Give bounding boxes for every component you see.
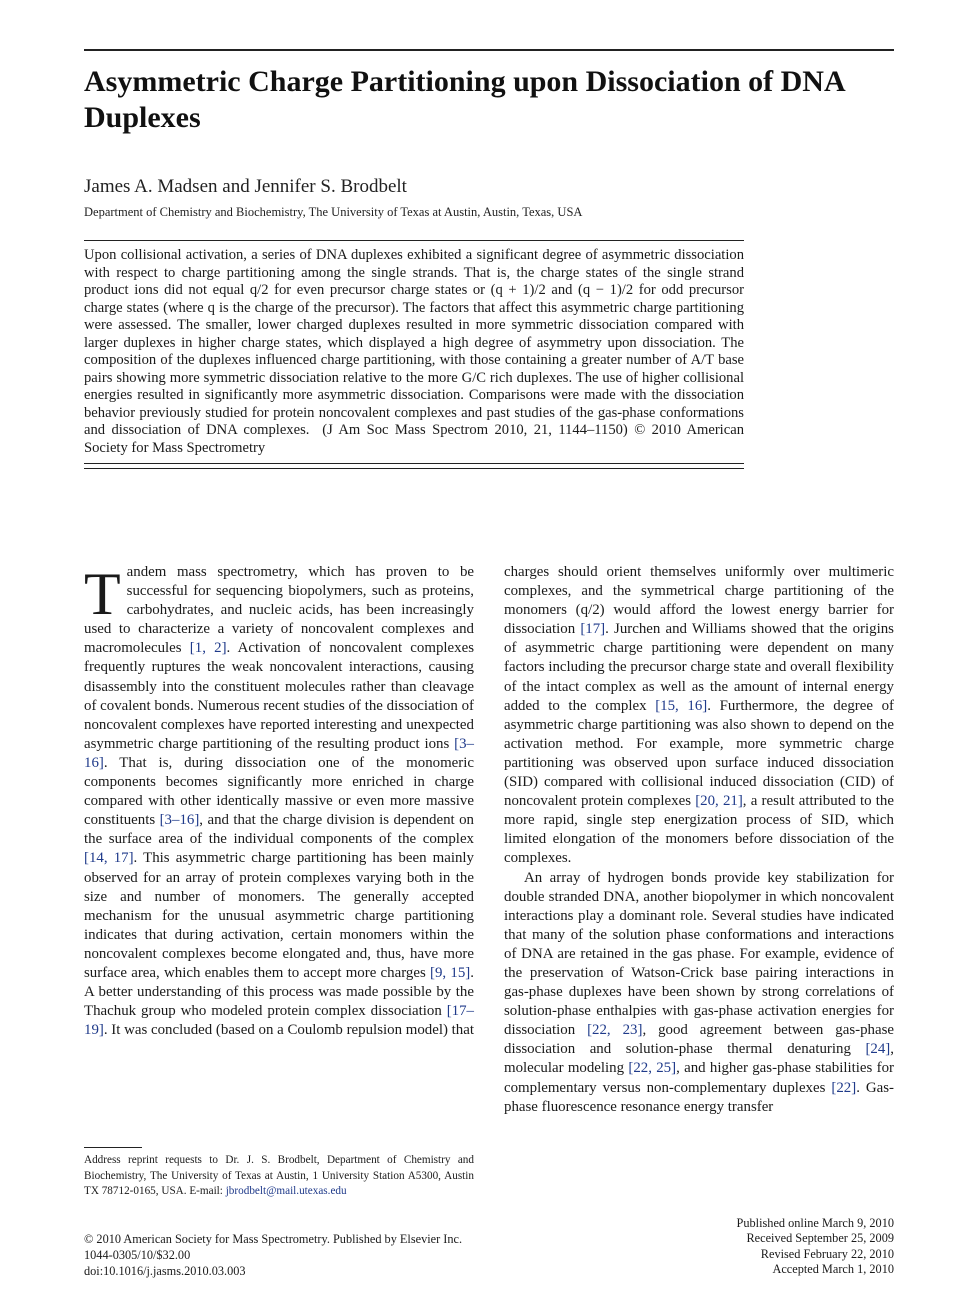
text-span: charges should orient themselves uniformly over multimeric complexes, and the symmetrical charge partitioning of the monomers (q/2) would afford the lowest energy barrier for dissociation xyxy=(504,564,894,638)
drop-cap: T xyxy=(84,561,121,627)
copyright-line: © 2010 American Society for Mass Spectrometry. Published by Elsevier Inc. xyxy=(84,1232,463,1246)
text-span: , molecular modeling xyxy=(504,1041,894,1077)
footnote xyxy=(84,1153,474,1200)
citation-link[interactable]: [3–16] xyxy=(159,812,200,829)
citation-link[interactable]: [22, 23] xyxy=(587,1022,643,1039)
citation-link[interactable]: [17–19] xyxy=(84,1003,474,1039)
left-column xyxy=(84,563,474,1040)
citation: (J Am Soc Mass Spectrom 2010, 21, 1144–1150) © 2010 American Society for Mass Spectrometry xyxy=(84,422,744,456)
paragraph-2 xyxy=(504,869,894,1117)
article-dates xyxy=(737,1216,894,1277)
text-span: andem mass spectrometry, which has proven to be successful for sequencing biopolymers, such as proteins, carbohydrates, and nucleic acids, has been increasingly used to characterize a variety of noncovalent complexes and macromolecules xyxy=(84,564,474,657)
citation-link[interactable]: [15, 16] xyxy=(655,697,708,714)
citation-link[interactable]: [3–16] xyxy=(84,735,474,771)
intro-paragraph xyxy=(84,563,474,1040)
text-span: . This asymmetric charge partitioning has been mainly observed for an array of protein complexes varying both in the size and number of monomers. The generally accepted mechanism for the unusual asymmetric charge partitioning indicates that during activation, certain monomers within the noncovalent complexes become elongated and, thus, have more surface area, which enables them to accept more charges xyxy=(84,850,474,981)
publisher-info xyxy=(84,1231,462,1279)
text-span: , and that the charge division is dependent on the surface area of the individual components of the complex xyxy=(84,812,474,848)
citation-link[interactable]: [14, 17] xyxy=(84,850,134,867)
right-column xyxy=(504,563,894,1117)
footnote-text: Address reprint requests to Dr. J. S. Brodbelt, Department of Chemistry and Biochemistry, The University of Texas at Austin, 1 University Station A5300, Austin TX 78712-0165, USA. E-mail: xyxy=(84,1154,474,1197)
abstract-bottom-rule-2 xyxy=(84,468,744,469)
abstract-body: Upon collisional activation, a series of DNA duplexes exhibited a significant degree of asymmetric dissociation with respect to charge partitioning among the single strands. That is, the charge states of the single strand product ions did not equal q/2 for even precursor charge states or (q + 1)/2 and (q − 1)/2 for odd precursor charge states (where q is the charge of the precursor). The factors that affect this asymmetric charge partitioning were assessed. The smaller, lower charged duplexes resulted in more symmetric dissociation compared with larger duplexes in higher charge states, which displayed a high degree of asymmetry upon dissociation. The composition of the duplexes influenced charge partitioning, with those containing a greater number of A/T base pairs showing more symmetric dissociation relative to the more G/C rich duplexes. The use of higher collisional energies resulted in significantly more asymmetric dissociation. Comparisons were made with the dissociation behavior previously studied for protein noncovalent complexes and past studies of the gas-phase conformations and dissociation of DNA complexes. xyxy=(84,247,744,438)
citation-link[interactable]: [22] xyxy=(831,1079,857,1096)
page-title: Asymmetric Charge Partitioning upon Dissociation of DNA Duplexes xyxy=(84,65,844,134)
text-span: . Jurchen and Williams showed that the origins of asymmetric charge partitioning were dependent on many factors including the precursor charge state and overall flexibility of the intact complex as well as the amount of internal energy added to the complex xyxy=(504,621,894,714)
received-date: Received September 25, 2009 xyxy=(746,1231,894,1246)
citation-link[interactable]: [9, 15] xyxy=(430,964,471,981)
revised-date: Revised February 22, 2010 xyxy=(760,1246,894,1261)
citation-link[interactable]: [20, 21] xyxy=(695,793,743,810)
text-span: . A better understanding of this process was made possible by the Thachuk group who modeled protein complex dissociation xyxy=(84,964,474,1020)
published-online-date: Published online March 9, 2010 xyxy=(736,1216,894,1230)
text-span: . Furthermore, the degree of asymmetric charge partitioning was also shown to depend on the activation method. For example, more symmetric charge partitioning was observed upon surface induced dissociation (SID) compared with collisional induced dissociation (CID) of noncovalent protein complexes xyxy=(504,697,894,810)
text-span: , good agreement between gas-phase dissociation and solution-phase thermal denaturing xyxy=(504,1022,894,1058)
text-span: . Activation of noncovalent complexes frequently ruptures the weak noncovalent interactions, causing disassembly into the constituent molecules rather than cleavage of covalent bonds. Numerous recent studies of the dissociation of noncovalent complexes have reported interesting and unexpected asymmetric charge partitioning of the resulting product ions xyxy=(84,640,474,752)
doi-line: doi:10.1016/j.jasms.2010.03.003 xyxy=(84,1264,246,1278)
abstract xyxy=(84,247,744,457)
authors: James A. Madsen and Jennifer S. Brodbelt xyxy=(84,176,407,197)
text-span: An array of hydrogen bonds provide key stabilization for double stranded DNA, another biopolymer in which noncovalent interactions play a dominant role. Several studies have indicated that many of the solution phase conformations and interactions of DNA are retained in the gas phase. For example, evidence of the preservation of Watson-Crick base pairing interactions in gas-phase duplexes have been shown by strong correlations of solution-phase enthalpies with gas-phase activation energies for dissociation xyxy=(504,869,894,1039)
top-rule xyxy=(84,49,894,51)
issn-line: 1044-0305/10/$32.00 xyxy=(84,1248,191,1262)
text-span: , a result attributed to the more rapid, single step energization process of SID, which limited elongation of the monomers before dissociation of the complexes. xyxy=(504,793,894,867)
footnote-rule xyxy=(84,1147,142,1148)
affiliation: Department of Chemistry and Biochemistry, The University of Texas at Austin, Austin, Texas, USA xyxy=(84,205,583,219)
text-span: . That is, during dissociation one of the monomeric components becomes significantly more enriched in charge compared with other identically massive or even more massive constituents xyxy=(84,754,474,829)
email-link[interactable]: jbrodbelt@mail.utexas.edu xyxy=(225,1185,347,1197)
citation-link[interactable]: [22, 25] xyxy=(628,1060,677,1077)
citation-link[interactable]: [17] xyxy=(580,621,606,638)
citation-link[interactable]: [1, 2] xyxy=(189,640,227,657)
text-span: , and higher gas-phase stabilities for complementary versus non-complementary duplexes xyxy=(504,1060,894,1096)
abstract-top-rule xyxy=(84,240,744,241)
paragraph-1 xyxy=(504,563,894,869)
accepted-date: Accepted March 1, 2010 xyxy=(772,1261,894,1276)
text-span: . It was concluded (based on a Coulomb repulsion model) that xyxy=(103,1022,474,1039)
citation-link[interactable]: [24] xyxy=(865,1041,891,1058)
abstract-box xyxy=(84,240,744,469)
text-span: . Gas-phase fluorescence resonance energy transfer xyxy=(504,1079,894,1115)
abstract-bottom-rule xyxy=(84,463,744,464)
